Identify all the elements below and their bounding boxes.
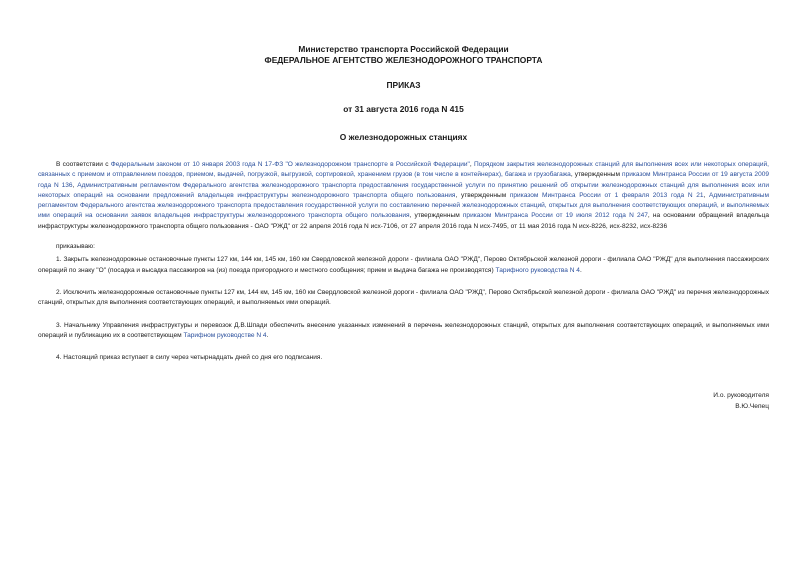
orders-intro: приказываю: — [56, 243, 95, 251]
admin-regulation-opening-link[interactable]: Административным регламентом Федерального агентства железнодорожного транспорта предоставления государственной услуги по принятию решений об открытии железнодорожных станций для выполнения всех или некоторых операций на основании предложений владельцев инфраструктуры железнодорожного транспорта общего пользования — [38, 181, 769, 199]
order-136-link[interactable]: приказом Минтранса России от 19 августа 2009 года N 136 — [38, 171, 769, 189]
ministry-name: Министерство транспорта Российской Федерации — [298, 44, 509, 54]
order-21-link[interactable]: приказом Минтранса России от 1 февраля 2013 года N 21 — [509, 191, 704, 199]
order-item-1 — [38, 255, 769, 276]
document-date: от 31 августа 2016 года N 415 — [343, 104, 464, 114]
preamble-text: , — [469, 161, 474, 168]
preamble-text: , — [72, 181, 78, 189]
admin-regulation-lists-link[interactable]: Административным регламентом Федерального агентства железнодорожного транспорта предоставления государственной услуги по составлению перечней железнодорожных станций, открытых для выполнения соответствующих операций, и выполняемых ими операций на основании заявок владельцев инфраструктуры железнодорожного транспорта общего пользования — [38, 191, 769, 220]
order-item-3 — [38, 321, 769, 342]
document-subject: О железнодорожных станциях — [339, 132, 468, 142]
document-type: ПРИКАЗ — [386, 80, 421, 90]
tariff-guide-4-link[interactable]: Тарифного руководства N 4 — [495, 266, 580, 274]
preamble-text: , на основании обращений владельца инфраструктуры железнодорожного транспорта общего пользования - ОАО "РЖД" от 22 апреля 2016 года N исх-7106, от 27 апреля 2016 года N исх-7495, от 11 мая 2016 года N исх-8226, исх-8232, исх-8236 — [38, 212, 769, 230]
closure-procedure-link[interactable]: Порядком закрытия железнодорожных станций для выполнения всех или некоторых операций, связанных с приемом и отправлением поездов, приемом, выдачей, погрузкой, выгрузкой, сортировкой, хранением грузов (в том числе в контейнерах), багажа и грузобагажа — [38, 161, 769, 179]
preamble-paragraph — [38, 160, 769, 232]
item-text: 1. Закрыть железнодорожные остановочные пункты 127 км, 144 км, 145 км, 160 км Свердловской железной дороги - филиала ОАО "РЖД", Перово Октябрьской железной дороги - филиала ОАО "РЖД" для выполнения пассажирских операций по знаку "О" (посадка и высадка пассажиров на (из) поезда пригородного и местного сообщения; прием и выдача багажа не производятся) — [38, 256, 769, 274]
item-text: 3. Начальнику Управления инфраструктуры и перевозок Д.В.Шпади обеспечить внесение указанных изменений в перечень железнодорожных станций, открытых для выполнения соответствующих операций, и выполняемых ими операций и публикацию их в соответствующем — [38, 321, 769, 339]
item-end: . — [266, 331, 269, 339]
signatory-name: В.Ю.Чепец — [735, 403, 769, 410]
signatory-role: И.о. руководителя — [713, 392, 769, 399]
agency-name: ФЕДЕРАЛЬНОЕ АГЕНТСТВО ЖЕЛЕЗНОДОРОЖНОГО ТРАНСПОРТА — [264, 55, 543, 65]
item-end: . — [579, 266, 582, 274]
preamble-text: В соответствии с — [56, 161, 111, 168]
order-247-link[interactable]: приказом Минтранса России от 19 июля 2012 года N 247 — [462, 212, 648, 220]
preamble-text: , — [703, 191, 710, 199]
preamble-text: , утвержденным — [455, 191, 510, 199]
federal-law-link[interactable]: Федеральным законом от 10 января 2003 года N 17-ФЗ "О железнодорожном транспорте в Российской Федерации" — [110, 161, 470, 168]
order-item-4: 4. Настоящий приказ вступает в силу через четырнадцать дней со дня его подписания. — [56, 354, 323, 362]
tariff-guide-4-link[interactable]: Тарифном руководстве N 4 — [183, 331, 267, 339]
preamble-text: , утвержденным — [570, 171, 623, 179]
signature-block — [713, 390, 769, 412]
document-header — [38, 44, 769, 66]
order-item-2: 2. Исключить железнодорожные остановочные пункты 127 км, 144 км, 145 км, 160 км Свердловской железной дороги - филиала ОАО "РЖД", Перово Октябрьской железной дороги - филиала ОАО "РЖД" из перечня железнодорожных станций, открытых для выполнения соответствующих операций, и выполняемых ими операций. — [38, 288, 769, 307]
preamble-text: , утвержденным — [409, 212, 463, 220]
